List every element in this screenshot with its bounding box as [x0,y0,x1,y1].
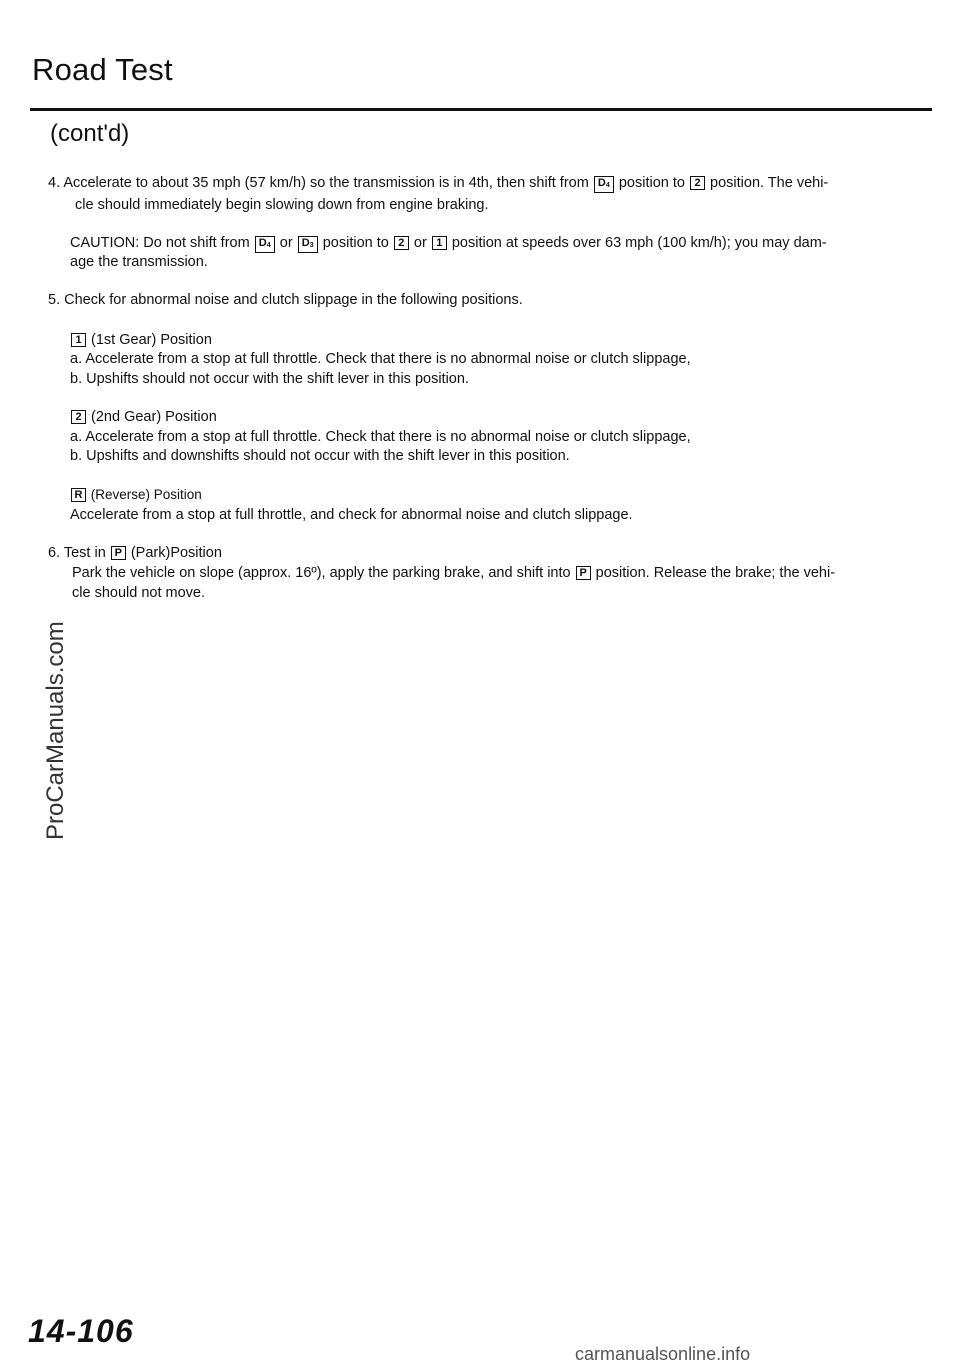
caution-line1 [70,233,827,253]
step4-line1 [48,173,828,193]
reverse-text: Accelerate from a stop at full throttle, and check for abnormal noise and clutch slippage. [70,507,633,523]
reverse-symbol: R [71,488,86,502]
d4-position-symbol: $D_4$ [594,176,614,193]
second-gear-a: a. Accelerate from a stop at full throttle. Check that there is no abnormal noise or clutch slippage, [70,429,691,445]
first-gear-a: a. Accelerate from a stop at full throttle. Check that there is no abnormal noise or clutch slippage, [70,351,691,367]
step5-intro: 5. Check for abnormal noise and clutch slippage in the following positions. [48,292,523,308]
page-number: 14-106 [28,1313,134,1349]
gear-2-symbol: 2 [71,410,86,424]
step4-text: 4. Accelerate to about 35 mph (57 km/h) so the transmission is in 4th, then shift from [48,175,589,191]
step6-heading [48,543,222,563]
page-subtitle: (cont'd) [50,120,130,147]
reverse-heading [70,485,202,505]
caution-text: or [279,235,293,251]
heading-text: (2nd Gear) Position [91,409,217,425]
caution-text: or [413,235,427,251]
step6-text: position. Release the brake; the vehi- [595,565,836,581]
page-title: Road Test [32,52,173,87]
side-watermark: ProCarManuals.com [42,621,69,840]
gear-2-symbol: 2 [394,236,409,250]
caution-line2: age the transmission. [70,254,208,270]
heading-text: (Reverse) Position [90,487,202,502]
step6-line2: cle should not move. [72,585,205,601]
first-gear-heading [70,330,212,350]
d3-position-symbol: $D_3$ [298,236,318,253]
title-divider [30,108,932,111]
step4-text: position. The vehi- [710,175,829,191]
caution-text: position to [322,235,389,251]
first-gear-b: b. Upshifts should not occur with the shift lever in this position. [70,371,469,387]
gear-1-symbol: 1 [432,236,447,250]
caution-text: CAUTION: Do not shift from [70,235,250,251]
second-gear-heading [70,407,217,427]
d4-position-symbol: $D_4$ [255,236,275,253]
step6-text: 6. Test in [48,545,106,561]
park-symbol: P [111,546,126,560]
step6-text: Park the vehicle on slope (approx. 16º), apply the parking brake, and shift into [72,565,571,581]
step4-line2: cle should immediately begin slowing down from engine braking. [75,197,489,213]
step6-line1 [72,563,835,583]
gear-1-symbol: 1 [71,333,86,347]
gear-2-symbol: 2 [690,176,705,190]
second-gear-b: b. Upshifts and downshifts should not occur with the shift lever in this position. [70,448,570,464]
caution-text: position at speeds over 63 mph (100 km/h); you may dam- [451,235,827,251]
footer-watermark: carmanualsonline.info [575,1344,751,1364]
park-symbol: P [576,566,591,580]
step4-text: position to [618,175,685,191]
step6-text: (Park)Position [130,545,222,561]
heading-text: (1st Gear) Position [91,332,212,348]
